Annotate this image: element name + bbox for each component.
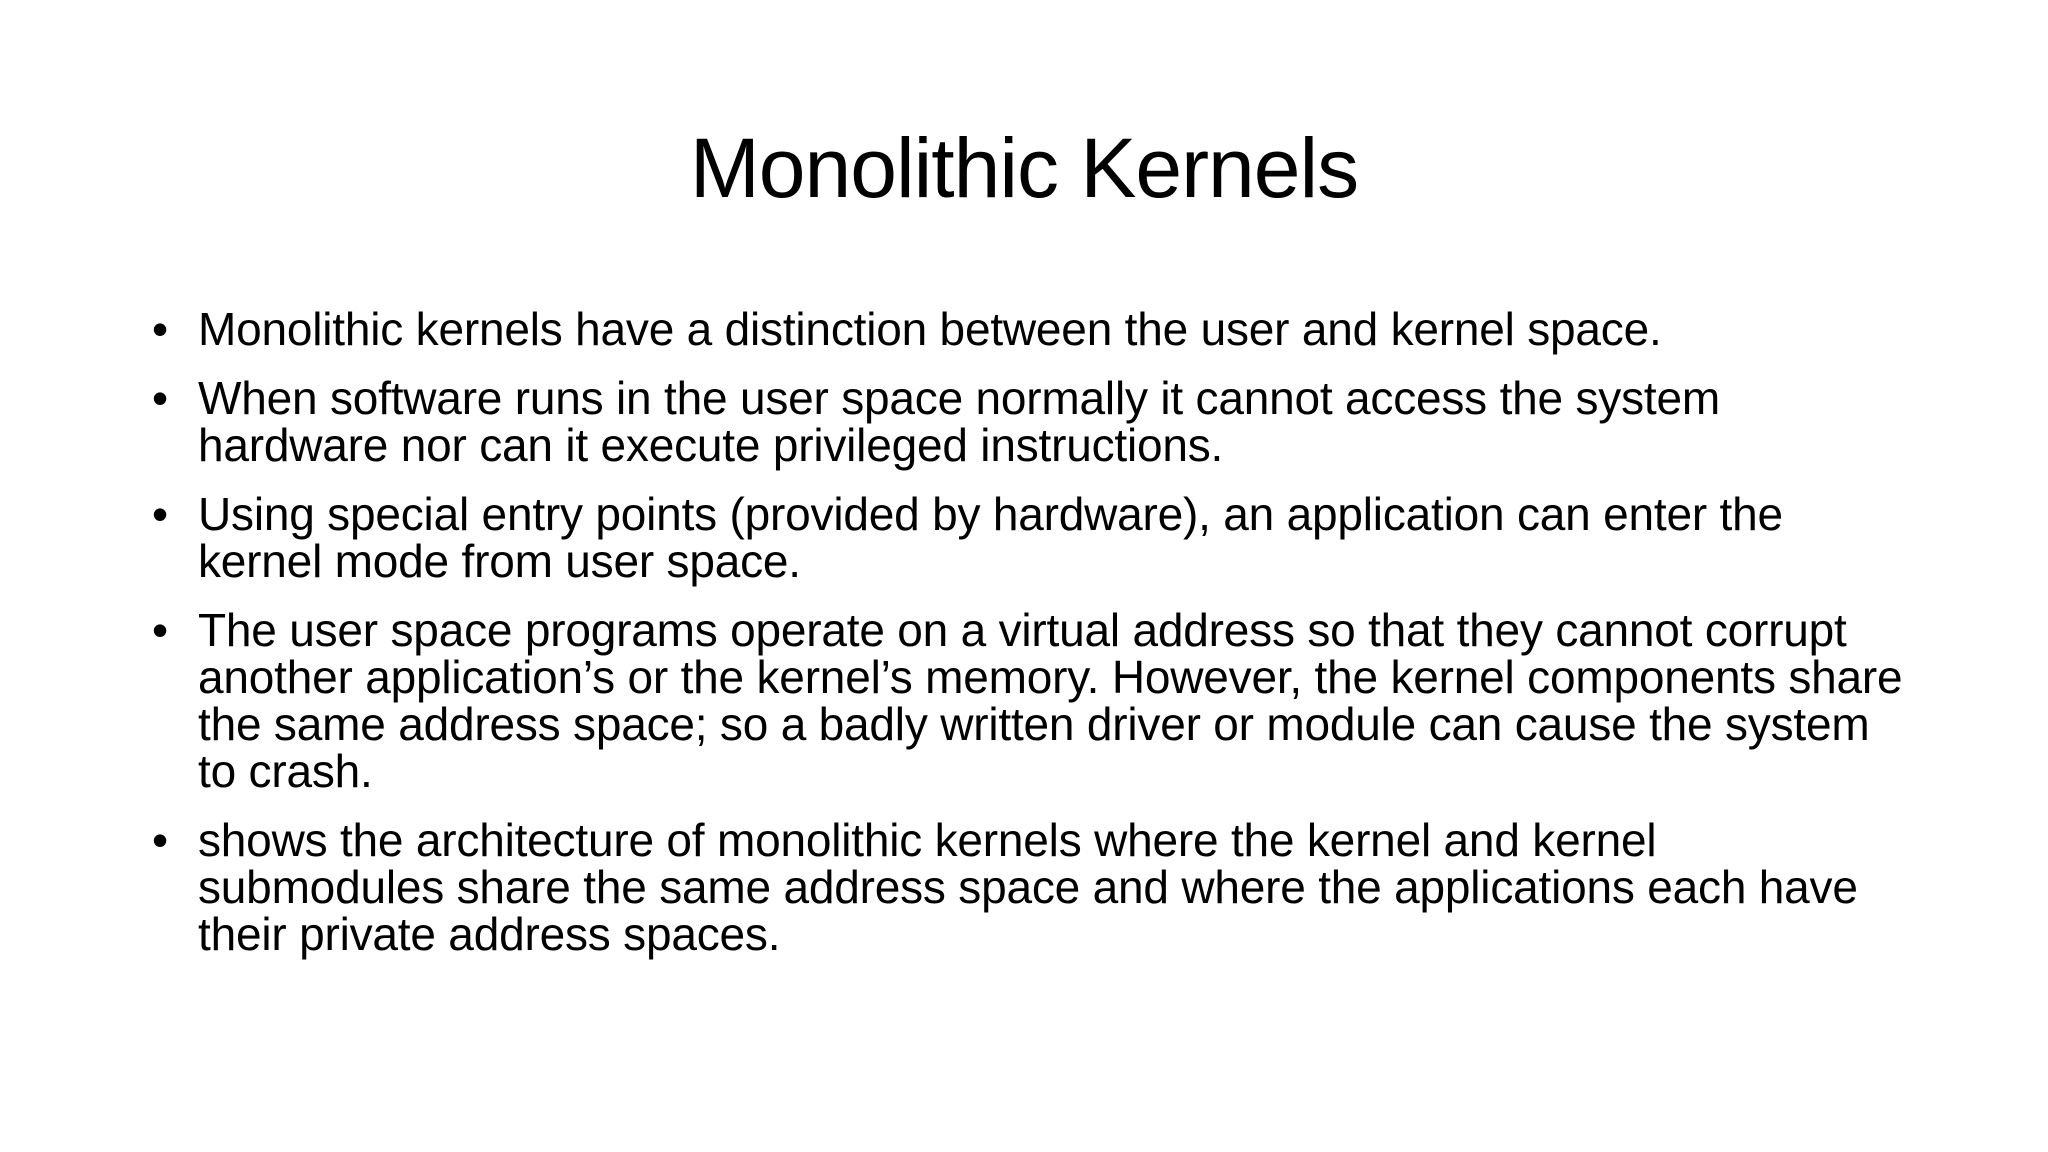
bullet-icon: •	[152, 303, 168, 355]
bullet-icon: •	[152, 488, 168, 540]
bullet-text: Using special entry points (provided by hardware), an application can enter the kernel mode from user space.	[198, 488, 1783, 587]
bullet-item	[152, 814, 1912, 960]
bullet-text: shows the architecture of monolithic kernels where the kernel and kernel submodules share the same address space and where the applications each have their private address spaces.	[198, 814, 1858, 960]
slide-title: Monolithic Kernels	[689, 121, 1359, 215]
bullet-item	[152, 303, 1912, 355]
bullet-item	[152, 488, 1912, 587]
bullet-text: The user space programs operate on a virtual address so that they cannot corrupt another application’s or the kernel’s memory. However, the kernel components share the same address space; so a badly written driver or module can cause the system to crash.	[198, 604, 1903, 797]
bullet-icon: •	[152, 814, 168, 866]
bullet-text: When software runs in the user space normally it cannot access the system hardware nor can it execute privileged instructions.	[198, 372, 1720, 471]
bullet-text: Monolithic kernels have a distinction between the user and kernel space.	[198, 303, 1662, 355]
bullet-list	[152, 303, 1912, 980]
bullet-item	[152, 604, 1912, 797]
bullet-icon: •	[152, 604, 168, 656]
bullet-item	[152, 372, 1912, 471]
bullet-icon: •	[152, 372, 168, 424]
